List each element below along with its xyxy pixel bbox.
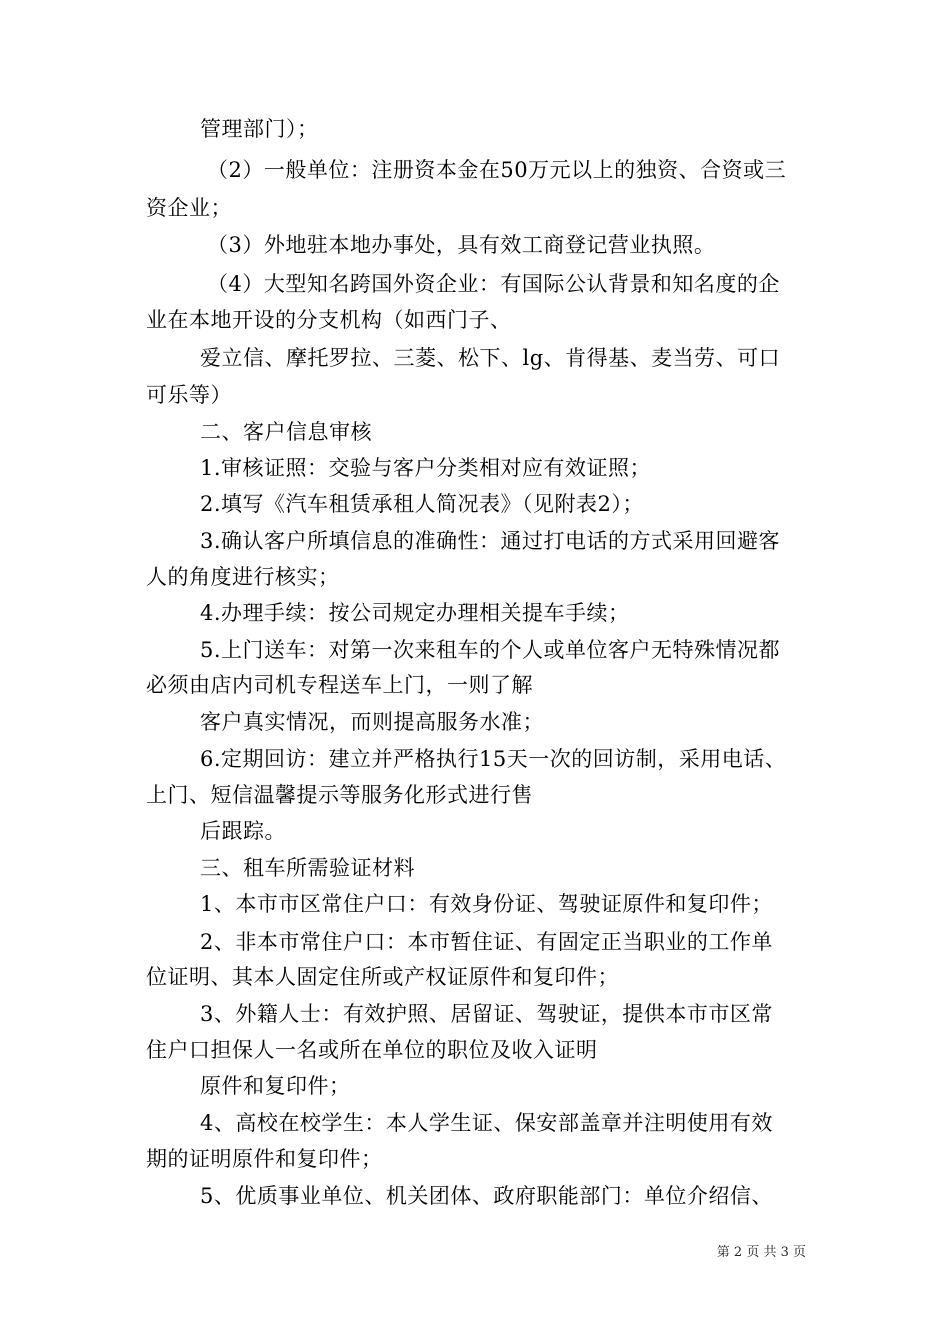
text-line: 可乐等） [146,383,232,407]
text-line: 4、高校在校学生：本人学生证、保安部盖章并注明使用有效 [200,1111,773,1135]
text-line: 管理部门）； [200,117,319,141]
text-line: 2.填写《汽车租赁承租人简况表》（见附表2）； [200,492,644,516]
text-line: 期的证明原件和复印件； [146,1147,383,1171]
text-line: 2、非本市常住户口：本市暂住证、有固定正当职业的工作单 [200,930,773,954]
text-line: 业在本地开设的分支机构（如西门子、 [146,308,512,332]
text-line: 客户真实情况，而则提高服务水准； [200,710,544,734]
text-line: 位证明、其本人固定住所或产权证原件和复印件； [146,965,619,989]
text-line: 爱立信、摩托罗拉、三菱、松下、lg、肯得基、麦当劳、可口 [200,346,781,370]
text-line: 资企业； [146,196,232,220]
text-line: 上门、短信温馨提示等服务化形式进行售 [146,783,533,807]
text-line: 6.定期回访：建立并严格执行15天一次的回访制，采用电话、 [200,747,787,771]
page-number: 第 2 页 共 3 页 [716,1245,806,1260]
text-line: 5.上门送车：对第一次来租车的个人或单位客户无特殊情况都 [200,638,781,662]
text-line: 1.审核证照：交验与客户分类相对应有效证照； [200,456,652,480]
text-line: （4）大型知名跨国外资企业：有国际公认背景和知名度的企 [207,272,780,296]
text-line: 人的角度进行核实； [146,565,340,589]
text-line: （3）外地驻本地办事处，具有效工商登记营业执照。 [207,233,716,257]
text-line: 4.办理手续：按公司规定办理相关提车手续； [200,601,630,625]
text-line: 3.确认客户所填信息的准确性：通过打电话的方式采用回避客 [200,529,781,553]
text-line: 5、优质事业单位、机关团体、政府职能部门：单位介绍信、 [200,1184,773,1208]
text-line: 1、本市市区常住户口：有效身份证、驾驶证原件和复印件； [200,892,773,916]
text-line: 后跟踪。 [200,819,286,843]
section-heading: 三、租车所需验证材料 [200,856,415,880]
text-line: 原件和复印件； [200,1074,351,1098]
text-line: 必须由店内司机专程送车上门，一则了解 [146,673,533,697]
text-line: 3、外籍人士：有效护照、居留证、驾驶证，提供本市市区常 [200,1002,773,1026]
text-line: （2）一般单位：注册资本金在50万元以上的独资、合资或三 [207,158,787,182]
section-heading: 二、客户信息审核 [200,420,372,444]
text-line: 住户口担保人一名或所在单位的职位及收入证明 [146,1038,598,1062]
